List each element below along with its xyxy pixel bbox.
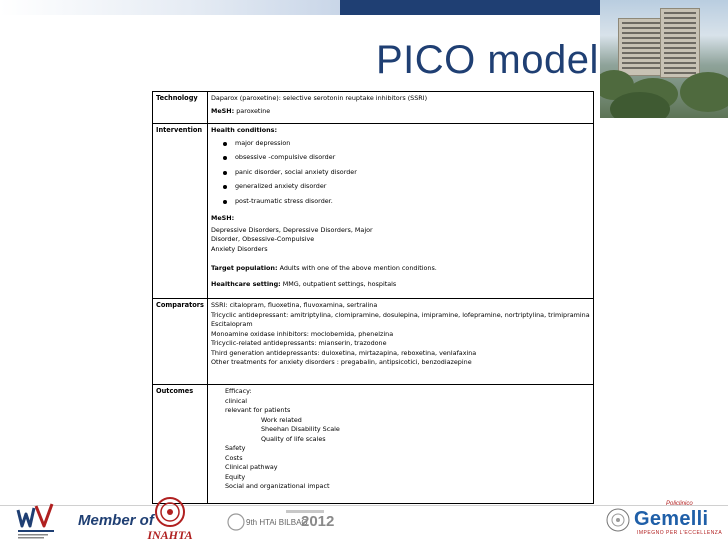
intervention-mesh-label: MeSH: xyxy=(210,214,235,222)
conditions-list xyxy=(211,139,590,212)
uvt-logo xyxy=(12,500,74,542)
comparator-line: Tricyclic-related antidepressants: mianserin, trazodone xyxy=(210,339,387,347)
comparators-cell xyxy=(207,299,593,385)
outcome-sub-item: Work related xyxy=(260,415,302,424)
comparator-line: Monoamine oxidase inhibitors: moclobemida, phenelzina xyxy=(210,329,394,338)
member-of-label: Member of xyxy=(78,512,154,529)
header-band-dark xyxy=(340,0,640,15)
page-title: PICO model xyxy=(376,38,599,82)
healthcare-setting-label: Healthcare setting: xyxy=(210,279,281,288)
outcome-item: Safety xyxy=(224,444,246,452)
comparator-line: Escitalopram xyxy=(210,320,253,328)
outcome-sub-item: Quality of life scales xyxy=(260,434,326,443)
table-row-intervention xyxy=(153,124,594,299)
technology-description: Daparox (paroxetine): selective serotonin reuptake inhibitors (SSRI) xyxy=(210,94,428,102)
list-item: major depression xyxy=(211,139,590,154)
comparator-line: Other treatments for anxiety disorders : pregabalin, antipsicotici, benzodiazepine xyxy=(210,358,472,366)
technology-mesh-value: paroxetine xyxy=(236,106,271,115)
technology-cell xyxy=(207,92,593,124)
table-row-outcomes xyxy=(153,385,594,504)
footer-divider xyxy=(0,505,728,506)
table-row-comparators xyxy=(153,299,594,385)
outcome-item: Social and organizational impact xyxy=(224,482,330,490)
intervention-label: Intervention xyxy=(153,124,208,299)
pico-table xyxy=(152,91,594,504)
outcome-item: Equity xyxy=(224,472,246,481)
comparator-line: Third generation antidepressants: duloxetina, mirtazapina, reboxetina, venlafaxina xyxy=(210,348,477,357)
outcomes-label: Outcomes xyxy=(153,385,208,504)
target-population-value: Adults with one of the above mention conditions. xyxy=(279,264,437,272)
comparator-line: Tricyclic antidepressant: amitriptylina, clomipramine, dosulepina, imipramine, lofepramine, nortriptylina, trimipramina xyxy=(210,310,590,319)
gemelli-policlinico-label: Policlinico xyxy=(666,501,693,507)
outcomes-cell xyxy=(207,385,593,504)
hta-year-label: 2012 xyxy=(301,513,335,530)
list-item: generalized anxiety disorder xyxy=(211,182,590,197)
list-item: panic disorder, social anxiety disorder xyxy=(211,168,590,183)
header-band-gradient xyxy=(0,0,340,15)
outcome-relevant: relevant for patients xyxy=(224,406,291,414)
outcome-efficacy: Efficacy: xyxy=(224,387,252,395)
intervention-cell xyxy=(207,124,593,299)
outcome-item: Costs xyxy=(224,453,243,462)
target-population-label: Target population: xyxy=(210,264,278,272)
inahta-wordmark: INAHTA xyxy=(147,528,193,542)
healthcare-setting-value: MMG, outpatient settings, hospitals xyxy=(282,279,397,288)
technology-mesh-label: MeSH: xyxy=(210,106,235,115)
mesh-line: Disorder, Obsessive-Compulsive xyxy=(210,235,315,243)
mesh-line: Anxiety Disorders xyxy=(210,244,268,253)
list-item: post-traumatic stress disorder. xyxy=(211,197,590,212)
gemelli-wordmark: Gemelli xyxy=(634,508,709,530)
outcome-item: Clinical pathway xyxy=(224,463,278,471)
table-row-technology xyxy=(153,92,594,124)
health-conditions-label: Health conditions: xyxy=(210,126,278,134)
gemelli-seal-icon xyxy=(606,508,630,532)
gemelli-tagline: IMPEGNO PER L'ECCELLENZA xyxy=(637,530,723,536)
outcome-sub-item: Sheehan Disability Scale xyxy=(260,425,340,433)
comparators-label: Comparators xyxy=(153,299,208,385)
hospital-photo xyxy=(600,0,728,118)
list-item: obsessive -compulsive disorder xyxy=(211,153,590,168)
comparator-line: SSRI: citalopram, fluoxetina, fluvoxamina, sertralina xyxy=(210,301,378,309)
technology-label: Technology xyxy=(153,92,208,124)
outcome-clinical: clinical xyxy=(224,396,248,405)
hta-event-label: 9th HTAi BILBAO xyxy=(246,518,308,527)
mesh-line: Depressive Disorders, Depressive Disorders, Major xyxy=(210,225,373,234)
